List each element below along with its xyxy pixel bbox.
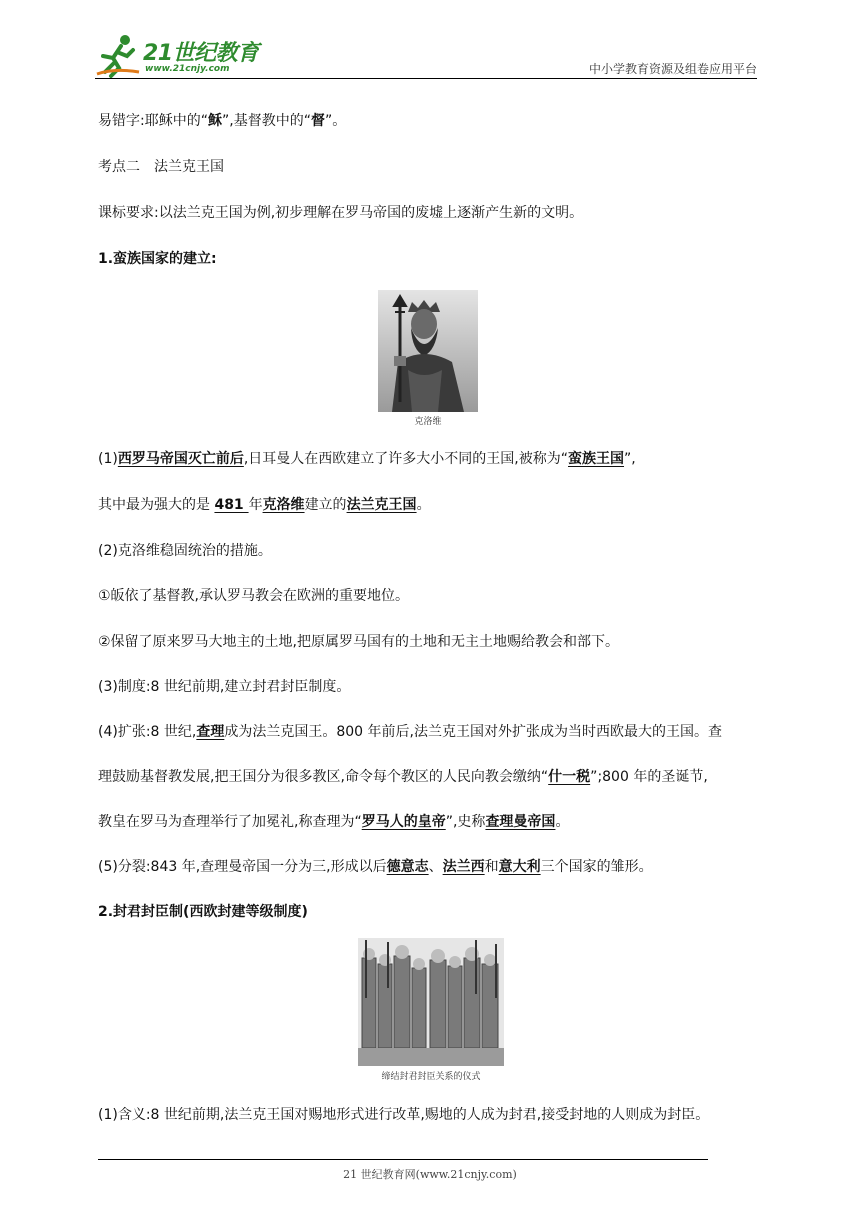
text-line xyxy=(98,495,431,515)
key-term: 意大利 xyxy=(498,859,541,875)
site-logo xyxy=(95,34,265,78)
clovis-portrait-image xyxy=(378,290,478,412)
text-line xyxy=(98,449,636,469)
key-term: 西罗马帝国灭亡前后 xyxy=(117,451,244,467)
text-line: (2)克洛维稳固统治的措施。 xyxy=(98,543,272,559)
quote: ” xyxy=(624,451,632,467)
text: (5)分裂:843 年,查理曼帝国一分为三,形成以后 xyxy=(98,859,387,875)
text: 年 xyxy=(248,497,263,513)
text-line xyxy=(98,857,653,877)
quote: ” xyxy=(590,769,598,785)
key-term: 法兰西 xyxy=(442,859,485,875)
text: ,基督教中的 xyxy=(229,113,304,129)
text: 建立的 xyxy=(304,497,347,513)
text: 三个国家的雏形。 xyxy=(540,859,653,875)
text: , xyxy=(631,451,636,467)
text: (4)扩张:8 世纪, xyxy=(98,724,197,740)
quote: “ xyxy=(540,769,549,785)
text: ,史称 xyxy=(452,814,486,830)
quote: “ xyxy=(354,814,362,830)
quote: “ xyxy=(560,451,569,467)
header-tagline: 中小学教育资源及组卷应用平台 xyxy=(588,62,757,76)
figure-caption: 缔结封君封臣关系的仪式 xyxy=(381,1072,481,1082)
logo-url: www.21cnjy.com xyxy=(145,64,230,74)
text-line xyxy=(98,812,569,832)
text-line: ②保留了原来罗马大地主的土地,把原属罗马国有的土地和无主土地赐给教会和部下。 xyxy=(98,634,619,650)
quote: “ xyxy=(303,113,311,129)
key-term: 查理 xyxy=(196,724,225,740)
runner-logo-icon xyxy=(95,34,143,78)
quote: ” xyxy=(445,814,453,830)
text: 理鼓励基督教发展,把王国分为很多教区,命令每个教区的人民向教会缴纳 xyxy=(98,769,541,785)
text: 。 xyxy=(555,814,570,830)
page-footer: 21 世纪教育网(www.21cnjy.com) xyxy=(343,1168,517,1181)
figure-caption: 克洛维 xyxy=(414,417,442,427)
page-header xyxy=(95,30,757,80)
key-term: 蛮族王国 xyxy=(568,451,625,467)
quote: “ xyxy=(200,113,208,129)
section-heading: 考点二 法兰克王国 xyxy=(98,159,224,175)
text: 和 xyxy=(484,859,499,875)
key-word: 稣 xyxy=(207,113,222,129)
text: 易错字:耶稣中的 xyxy=(98,113,201,129)
key-term: 481 xyxy=(214,497,249,513)
text: 。 xyxy=(416,497,431,513)
ceremony-image xyxy=(358,938,504,1066)
text: (1) xyxy=(98,451,118,467)
key-term: 什一税 xyxy=(548,769,591,785)
ceremony-figure xyxy=(358,938,504,1082)
key-term: 德意志 xyxy=(386,859,429,875)
key-term: 罗马人的皇帝 xyxy=(361,814,446,830)
key-term: 克洛维 xyxy=(262,497,305,513)
text-line xyxy=(98,111,346,131)
text: 成为法兰克国王。800 年前后,法兰克王国对外扩张成为当时西欧最大的王国。查 xyxy=(224,724,722,740)
text-line xyxy=(98,767,708,787)
text: 教皇在罗马为查理举行了加冕礼,称查理为 xyxy=(98,814,355,830)
text: 其中最为强大的是 xyxy=(98,497,215,513)
text: ,日耳曼人在西欧建立了许多大小不同的王国,被称为 xyxy=(243,451,561,467)
quote: ” xyxy=(324,113,333,129)
text-line xyxy=(98,722,722,742)
clovis-figure xyxy=(378,290,478,427)
subsection-heading: 1.蛮族国家的建立: xyxy=(98,251,217,267)
text: ;800 年的圣诞节, xyxy=(597,769,708,785)
header-divider xyxy=(95,78,757,79)
text-line: (3)制度:8 世纪前期,建立封君封臣制度。 xyxy=(98,679,351,695)
text-line: ①皈依了基督教,承认罗马教会在欧洲的重要地位。 xyxy=(98,588,409,604)
logo-text: 21世纪教育 xyxy=(143,41,259,66)
footer-divider xyxy=(98,1159,708,1160)
curriculum-requirement: 课标要求:以法兰克王国为例,初步理解在罗马帝国的废墟上逐渐产生新的文明。 xyxy=(98,205,584,221)
quote: ” xyxy=(221,113,230,129)
text: 。 xyxy=(332,113,347,129)
subsection-heading: 2.封君封臣制(西欧封建等级制度) xyxy=(98,904,308,920)
text-line: (1)含义:8 世纪前期,法兰克王国对赐地形式进行改革,赐地的人成为封君,接受封地的人则成为封臣。 xyxy=(98,1107,710,1123)
key-term: 查理曼帝国 xyxy=(485,814,556,830)
key-word: 督 xyxy=(310,113,325,129)
key-term: 法兰克王国 xyxy=(346,497,417,513)
text: 、 xyxy=(428,859,443,875)
